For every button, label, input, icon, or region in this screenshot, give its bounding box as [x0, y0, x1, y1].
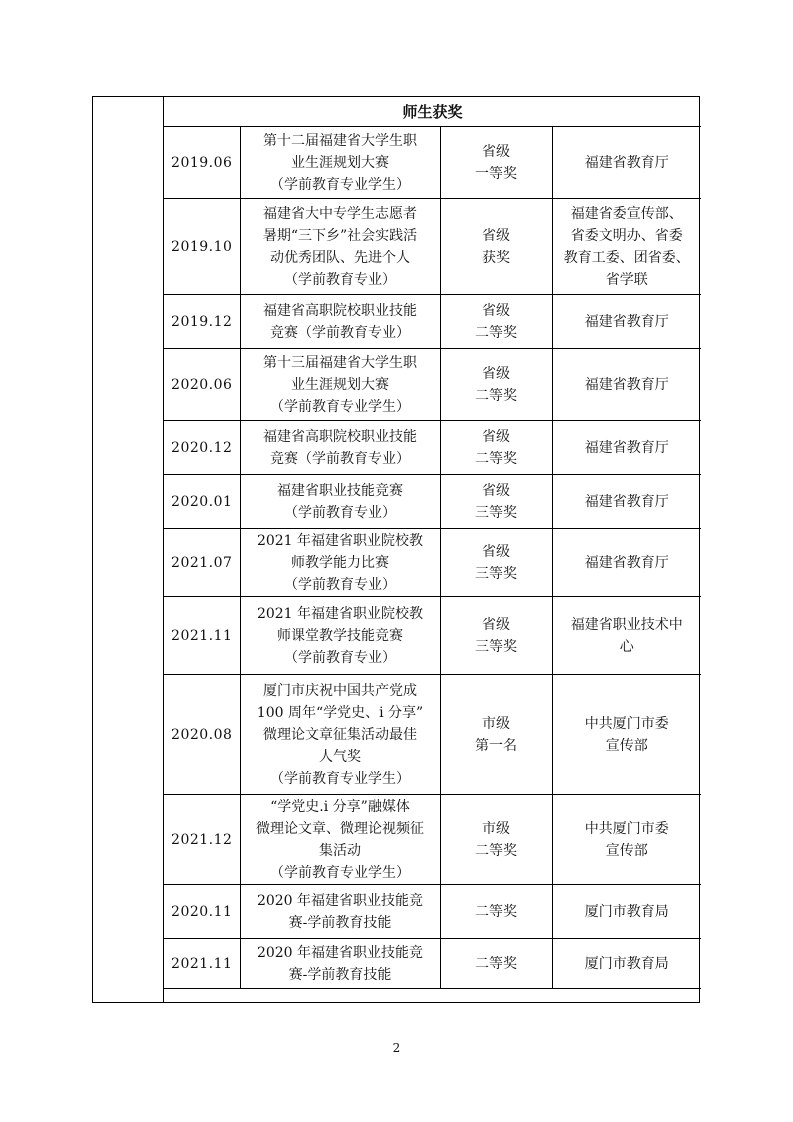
table-row — [164, 675, 701, 795]
date-cell: 2020.01 — [164, 475, 240, 529]
award-name-cell: 福建省大中专学生志愿者 暑期“三下乡”社会实践活 动优秀团队、先进个人 （学前教育专业） — [240, 199, 440, 295]
page-number: 2 — [392, 1041, 401, 1055]
table-row — [164, 199, 701, 295]
award-level-cell: 省级 获奖 — [440, 199, 552, 295]
award-level-cell: 省级 二等奖 — [440, 421, 552, 475]
date-cell: 2020.06 — [164, 349, 240, 421]
issuer-cell: 福建省职业技术中 心 — [552, 597, 701, 675]
issuer-cell: 厦门市教育局 — [552, 885, 701, 939]
date-cell: 2019.06 — [164, 127, 240, 199]
issuer-cell: 中共厦门市委 宣传部 — [552, 675, 701, 795]
date-cell: 2019.10 — [164, 199, 240, 295]
issuer-cell: 福建省教育厅 — [552, 127, 701, 199]
table-row — [164, 349, 701, 421]
issuer-cell: 福建省教育厅 — [552, 421, 701, 475]
award-name-cell: 厦门市庆祝中国共产党成 100 周年“学党史、i 分享” 微理论文章征集活动最佳 人气奖 （学前教育专业学生） — [240, 675, 440, 795]
award-name-cell: 福建省高职院校职业技能 竞赛（学前教育专业） — [240, 295, 440, 349]
date-cell: 2020.12 — [164, 421, 240, 475]
date-cell: 2020.11 — [164, 885, 240, 939]
award-name-cell: 福建省职业技能竞赛 （学前教育专业） — [240, 475, 440, 529]
issuer-cell: 福建省委宣传部、 省委文明办、省委 教育工委、团省委、 省学联 — [552, 199, 701, 295]
table-row — [164, 127, 701, 199]
table-row — [164, 529, 701, 597]
date-cell: 2021.12 — [164, 795, 240, 885]
table-header: 师生获奖 — [164, 97, 701, 127]
table-row — [164, 475, 701, 529]
award-name-cell: 福建省高职院校职业技能 竞赛（学前教育专业） — [240, 421, 440, 475]
award-name-cell: 第十二届福建省大学生职 业生涯规划大赛 （学前教育专业学生） — [240, 127, 440, 199]
awards-table — [164, 97, 701, 989]
table-row — [164, 421, 701, 475]
table-row — [164, 295, 701, 349]
table-row — [164, 885, 701, 939]
award-level-cell: 省级 一等奖 — [440, 127, 552, 199]
awards-section — [164, 97, 699, 1002]
issuer-cell: 福建省教育厅 — [552, 529, 701, 597]
award-level-cell: 二等奖 — [440, 885, 552, 939]
award-level-cell: 省级 二等奖 — [440, 295, 552, 349]
table-row — [164, 939, 701, 989]
award-name-cell: 2021 年福建省职业院校教 师教学能力比赛 （学前教育专业） — [240, 529, 440, 597]
award-name-cell: 2020 年福建省职业技能竞 赛-学前教育技能 — [240, 939, 440, 989]
date-cell: 2021.11 — [164, 939, 240, 989]
date-cell: 2021.11 — [164, 597, 240, 675]
award-level-cell: 省级 三等奖 — [440, 475, 552, 529]
date-cell: 2021.07 — [164, 529, 240, 597]
left-label-column — [93, 97, 164, 1002]
award-name-cell: 2021 年福建省职业院校教 师课堂教学技能竞赛 （学前教育专业） — [240, 597, 440, 675]
award-name-cell: “学党史.i 分享”融媒体 微理论文章、微理论视频征 集活动 （学前教育专业学生） — [240, 795, 440, 885]
date-cell: 2019.12 — [164, 295, 240, 349]
award-name-cell: 第十三届福建省大学生职 业生涯规划大赛 （学前教育专业学生） — [240, 349, 440, 421]
award-level-cell: 二等奖 — [440, 939, 552, 989]
issuer-cell: 福建省教育厅 — [552, 349, 701, 421]
issuer-cell: 厦门市教育局 — [552, 939, 701, 989]
date-cell: 2020.08 — [164, 675, 240, 795]
issuer-cell: 中共厦门市委 宣传部 — [552, 795, 701, 885]
table-row — [164, 795, 701, 885]
award-level-cell: 省级 二等奖 — [440, 349, 552, 421]
award-level-cell: 省级 三等奖 — [440, 597, 552, 675]
award-level-cell: 省级 三等奖 — [440, 529, 552, 597]
award-level-cell: 市级 第一名 — [440, 675, 552, 795]
table-row — [164, 597, 701, 675]
document-table-frame — [92, 96, 700, 1003]
issuer-cell: 福建省教育厅 — [552, 475, 701, 529]
issuer-cell: 福建省教育厅 — [552, 295, 701, 349]
award-name-cell: 2020 年福建省职业技能竞 赛-学前教育技能 — [240, 885, 440, 939]
award-level-cell: 市级 二等奖 — [440, 795, 552, 885]
